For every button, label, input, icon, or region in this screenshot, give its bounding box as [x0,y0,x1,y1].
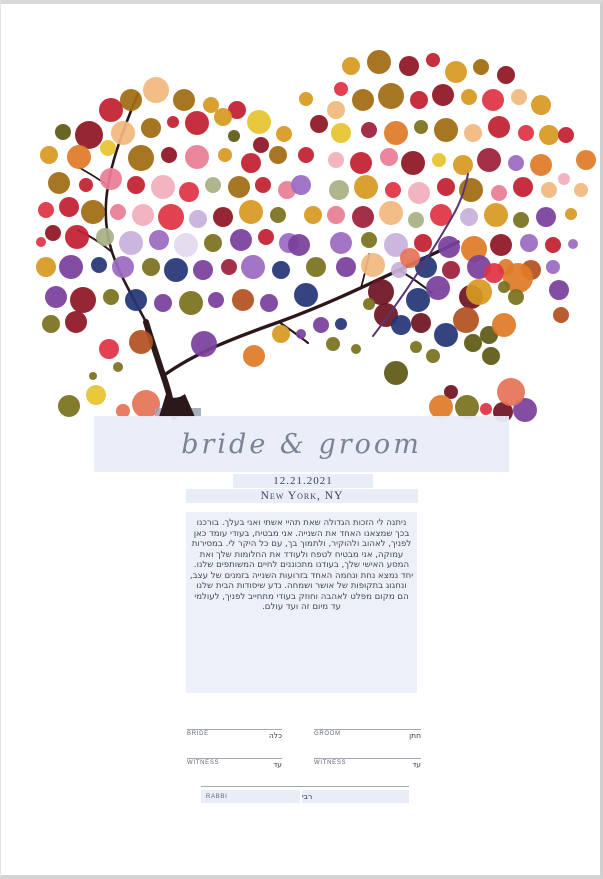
leaf-circle [161,147,177,163]
leaf-circle [228,176,250,198]
leaf-circle [410,341,422,353]
leaf-circle [306,257,326,277]
leaf-circle [247,110,271,134]
vows-line: לפניך, לאהוב ולהוקיר, ולתמוך בך, עם כל היקר לי. במסירות [191,539,412,549]
leaf-circle [442,261,460,279]
leaf-circle [539,125,559,145]
leaf-circle [327,206,345,224]
leaf-circle [490,234,512,256]
leaf-circle [331,123,351,143]
leaf-circle [466,279,492,305]
leaf-circle [86,385,106,405]
leaf-circle [497,378,525,406]
groom-label-he: חתן [409,731,421,740]
leaf-circle [406,288,430,312]
rabbi-label-he: רבי [302,790,409,803]
leaf-circle [484,263,504,283]
leaf-circle [241,153,261,173]
leaf-circle [272,261,290,279]
leaf-circle [119,231,143,255]
leaf-circle [565,208,577,220]
leaf-circle [112,256,134,278]
leaf-circle [482,347,500,365]
leaf-circle [460,208,478,226]
signature-line-bride [187,729,282,740]
leaf-circle [553,307,569,323]
leaf-circle [327,101,345,119]
leaf-circle [313,317,329,333]
leaf-circle [205,177,221,193]
leaf-circle [310,115,328,133]
leaf-circle [67,145,91,169]
leaf-circle [453,307,479,333]
leaf-circle [99,98,123,122]
leaf-circle [65,311,87,333]
leaf-circle [100,168,122,190]
bride-label-he: כלה [268,731,282,740]
leaf-circle [228,130,240,142]
leaf-circle [127,176,145,194]
leaf-circle [40,146,58,164]
leaf-circle [414,234,432,252]
leaf-circle [79,178,93,192]
vows-text-block [186,512,417,693]
leaf-circle [508,289,524,305]
leaf-circle [480,403,492,415]
leaf-circle [189,210,207,228]
leaf-circle [326,337,340,351]
leaf-circle [70,287,96,313]
leaf-circle [445,61,467,83]
wedding-location: New York, NY [186,489,418,503]
leaf-circle [491,185,507,201]
leaf-circle [221,259,237,275]
leaf-circle [296,329,306,339]
leaf-circle [110,204,126,220]
leaf-circle [132,204,154,226]
leaf-circle [167,116,179,128]
vows-line: ונחגוג בתקופות של אושר ושמחה. נדע שיסודות הבית שלנו [196,581,407,591]
leaf-circle [230,229,252,251]
leaf-circle [294,283,318,307]
leaf-circle [185,111,209,135]
leaf-circle [204,234,222,252]
leaf-circle [488,116,510,138]
leaf-circle [350,152,372,174]
leaf-circle [213,207,233,227]
leaf-circle [576,150,596,170]
leaf-circle [363,298,375,310]
leaf-circle [164,258,188,282]
leaf-circle [42,315,60,333]
leaf-circle [38,202,54,218]
leaf-circle [288,234,310,256]
leaf-circle [352,206,374,228]
leaf-circle [414,120,428,134]
leaf-circle [243,345,265,367]
leaf-circle [541,182,557,198]
leaf-circle [270,207,286,223]
leaf-circle [408,212,424,228]
leaf-circle [518,125,534,141]
leaf-circle [546,260,560,274]
leaf-circle [432,153,446,167]
leaf-circle [437,178,455,196]
leaf-circle [96,228,114,246]
leaf-circle [100,140,116,156]
leaf-circle [89,372,97,380]
signature-line-groom [314,729,421,740]
leaf-circle [477,148,501,172]
leaf-circle [191,331,217,357]
names-banner [94,416,509,472]
leaf-circle [154,294,172,312]
leaf-circle [329,180,349,200]
leaf-circle [328,152,344,168]
leaf-circle [36,257,56,277]
leaf-circle [330,232,352,254]
leaf-circle [258,229,274,245]
leaf-circle [45,225,61,241]
leaf-circle [158,204,184,230]
leaf-circle [45,286,67,308]
leaf-circle [185,145,209,169]
leaf-circle [511,89,527,105]
leaf-circle [464,334,482,352]
signature-line-witness-1 [187,758,282,769]
witness2-label-he: עד [412,760,421,769]
leaf-circle [342,57,360,75]
leaf-circle [269,146,287,164]
vows-line: עד מיום זה ועד עולם. [262,602,341,612]
leaf-circle [203,97,219,113]
leaf-circle [75,121,103,149]
leaf-circle [179,182,199,202]
leaf-circle [399,56,419,76]
leaf-circle [492,313,516,337]
leaf-circle [59,255,83,279]
leaf-circle [65,225,89,249]
leaf-circle [99,339,119,359]
witness1-label-en: WITNESS [187,760,220,766]
signature-line-witness-2 [314,758,421,769]
leaf-circle [426,349,440,363]
leaf-circle [411,313,431,333]
leaf-circle [125,289,147,311]
leaf-circle [151,175,175,199]
leaf-circle [558,127,574,143]
leaf-circle [59,197,79,217]
vows-line: יחד נמצא נחת ונחמה האחד בזרועות השנייה בזמנים של עצב, [189,570,414,581]
leaf-circle [384,121,408,145]
leaf-circle [545,237,561,253]
vows-line: ניתנה לי הזכות הגדולה שאת תהיי אשתי ואני בעלך. בורכנו [196,518,407,528]
leaf-circle [379,201,403,225]
leaf-circle [408,182,430,204]
leaf-circle [558,173,570,185]
leaf-circle [531,95,551,115]
leaf-circle [367,50,391,74]
leaf-circle [385,182,401,198]
leaf-circle [174,233,198,257]
leaf-circle [508,155,524,171]
leaf-circle [299,92,313,106]
leaf-circle [438,236,460,258]
leaf-circle [129,330,153,354]
leaf-circle [260,294,278,312]
leaf-circle [536,207,556,227]
leaf-circle [401,151,425,175]
ketubah-tree-artwork [1,4,603,444]
trunk-base [159,394,195,417]
leaf-circle [208,292,224,308]
leaf-circle [461,89,477,105]
vows-line: בכך שמצאנו האחד את השנייה. אני מבטיח, בעודי עומד כאן [193,528,410,539]
rabbi-label-en: RABBI [201,790,300,803]
vows-line: עמוקה, אני מבטיח לטפח ולעודד את החלומות שלך ואת [199,549,404,560]
signature-line-rabbi [201,786,409,787]
leaf-circle [354,175,378,199]
leaf-circle [113,362,123,372]
leaf-circle [143,77,169,103]
vows-line: המסע האישי שלך, בעודנו מתכוננים לחיים המשותפים שלנו. [193,560,410,570]
leaf-circle [482,89,504,111]
leaf-circle [253,137,269,153]
leaf-circle [214,108,232,126]
bride-label-en: BRIDE [187,731,209,737]
leaf-circle [549,280,569,300]
witness1-label-he: עד [273,760,282,769]
leaf-circle [91,257,107,273]
leaf-circle [335,318,347,330]
leaf-circle [391,315,411,335]
leaf-circle [378,83,404,109]
leaf-circle [298,147,314,163]
witness2-label-en: WITNESS [314,760,347,766]
leaf-circle [432,84,454,106]
leaf-circle [400,248,420,268]
leaf-circle [120,89,142,111]
leaf-circle [149,230,169,250]
leaf-circle [384,361,408,385]
leaf-circle [361,253,385,277]
leaf-circle [574,183,588,197]
leaf-circle [352,89,374,111]
leaf-circle [58,395,80,417]
leaf-circle [173,89,195,111]
couple-names: bride & groom [181,428,422,460]
leaf-circle [239,200,263,224]
leaf-circle [179,291,203,315]
leaf-circle [81,200,105,224]
leaf-circle [459,178,483,202]
leaf-circle [272,325,290,343]
leaf-circle [336,257,356,277]
leaf-circle [334,82,348,96]
leaf-circle [241,255,265,279]
leaf-circle [434,118,458,142]
leaf-circle [48,172,70,194]
wedding-date: 12.21.2021 [233,474,373,488]
leaf-circle [464,124,482,142]
vows-line: הם מקום מפלט לאהבה וחוזק בעודי מתחייב לפניך, לעולמי [194,591,409,602]
leaf-circle [55,124,71,140]
groom-label-en: GROOM [314,731,341,737]
leaf-circle [304,206,322,224]
leaf-circle [410,91,428,109]
leaf-circle [255,177,271,193]
leaf-circle [193,260,213,280]
leaf-circle [568,239,578,249]
leaf-circle [291,175,311,195]
leaf-circle [498,281,510,293]
leaf-circle [103,289,119,305]
leaf-circle [276,126,292,142]
leaf-circle [497,66,515,84]
leaf-circle [111,121,135,145]
leaf-circle [218,148,232,162]
leaf-circle [426,276,450,300]
leaf-circle [232,289,254,311]
leaf-circle [142,258,160,276]
leaf-circle [141,118,161,138]
leaf-circle [380,148,398,166]
leaf-circle [351,344,361,354]
leaf-circle [434,323,458,347]
leaf-circle [361,122,377,138]
leaf-circle [530,154,552,176]
leaf-circle [513,177,533,197]
leaf-circle [128,145,154,171]
leaf-circle [513,212,529,228]
leaf-circle [520,234,538,252]
leaf-circle [36,237,46,247]
leaf-circle [473,59,489,75]
leaf-circle [426,53,440,67]
leaf-circle [453,155,473,175]
leaf-circle [361,232,377,248]
leaf-circle [484,203,508,227]
